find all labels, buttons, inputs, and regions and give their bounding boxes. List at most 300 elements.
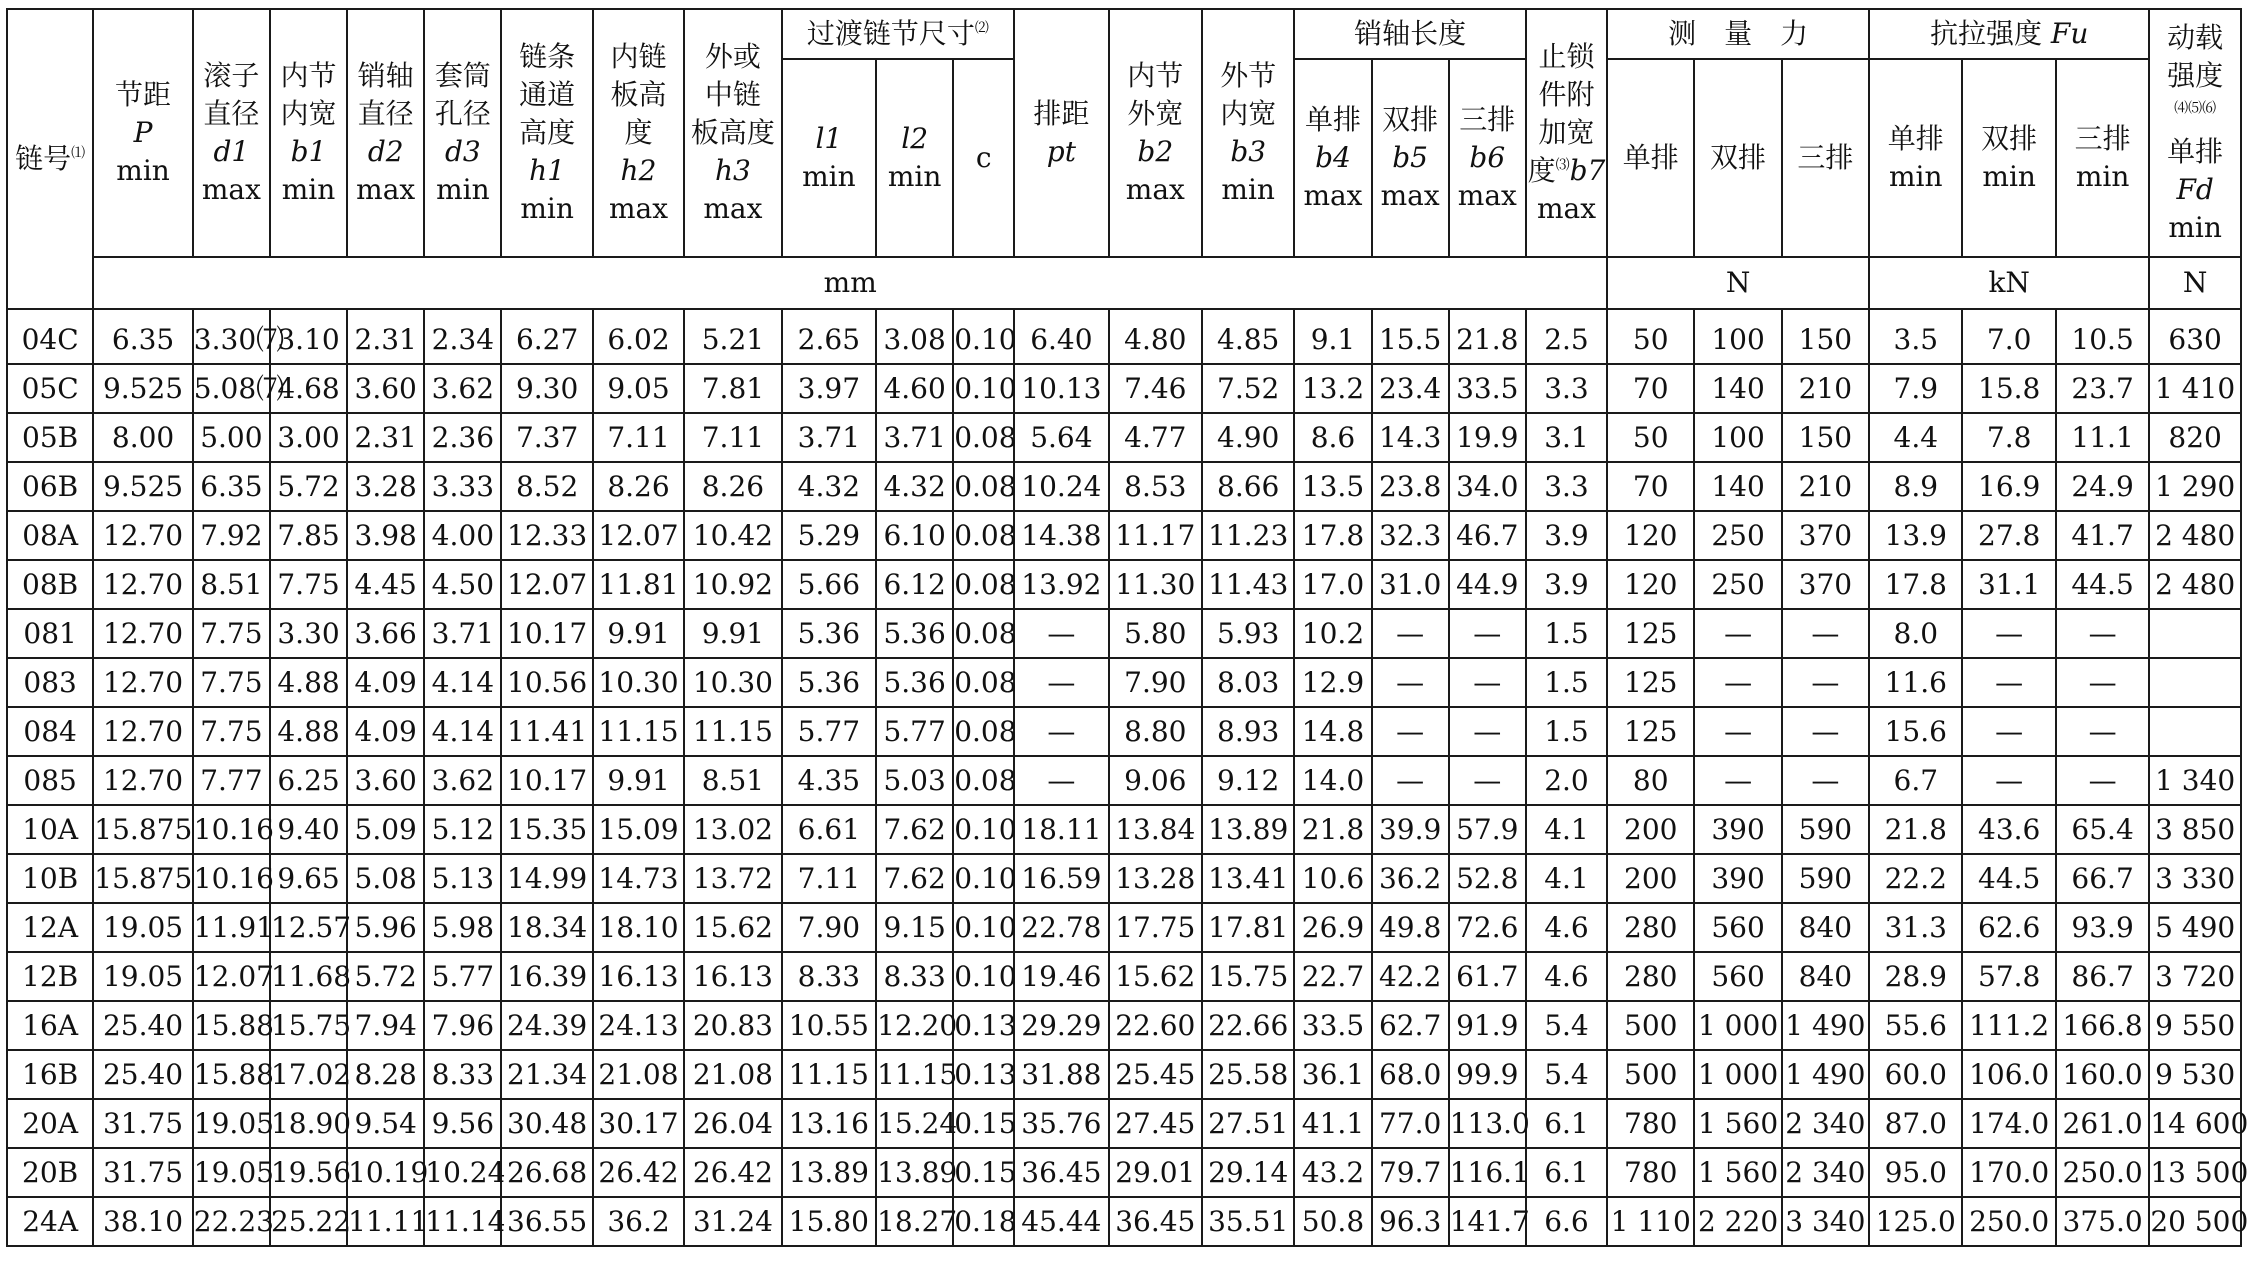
table-cell: 3.60: [347, 364, 424, 413]
table-cell: —: [1962, 609, 2055, 658]
table-cell: 5.36: [876, 609, 953, 658]
table-cell: 5.29: [782, 511, 876, 560]
table-cell: 5.77: [876, 707, 953, 756]
table-cell: 15.75: [1202, 952, 1294, 1001]
table-cell: 8.9: [1869, 462, 1962, 511]
table-cell: 10.17: [501, 756, 592, 805]
table-row: [7, 1099, 2241, 1148]
table-cell: 13.9: [1869, 511, 1962, 560]
table-cell: 1 490: [1782, 1050, 1869, 1099]
chain-no-cell: 08B: [7, 560, 93, 609]
table-cell: 4.6: [1526, 952, 1607, 1001]
table-cell: 45.44: [1014, 1197, 1108, 1246]
table-cell: 31.75: [93, 1148, 193, 1197]
table-row: [7, 609, 2241, 658]
table-cell: —: [1962, 707, 2055, 756]
table-cell: 13.89: [1202, 805, 1294, 854]
table-cell: 13.5: [1294, 462, 1371, 511]
table-cell: 2 480: [2149, 511, 2241, 560]
table-cell: —: [1372, 609, 1449, 658]
table-cell: 10.5: [2056, 309, 2149, 364]
table-cell: 9.91: [593, 756, 684, 805]
table-cell: 10.24: [424, 1148, 501, 1197]
table-cell: 280: [1607, 952, 1694, 1001]
table-cell: 125: [1607, 658, 1694, 707]
header-ts-double: 双排 min: [1962, 59, 2055, 257]
table-cell: 8.52: [501, 462, 592, 511]
table-cell: 250.0: [2056, 1148, 2149, 1197]
table-cell: 15.88: [193, 1001, 270, 1050]
table-cell: 70: [1607, 364, 1694, 413]
table-cell: 21.8: [1869, 805, 1962, 854]
table-cell: 1 000: [1694, 1001, 1781, 1050]
table-cell: 19.05: [193, 1148, 270, 1197]
table-cell: 12.07: [193, 952, 270, 1001]
table-cell: 10.30: [593, 658, 684, 707]
table-cell: 166.8: [2056, 1001, 2149, 1050]
header-lock-width: 止锁 件附 加宽 度⑶b7 max: [1526, 9, 1607, 257]
table-cell: 11.11: [347, 1197, 424, 1246]
table-cell: 5 490: [2149, 903, 2241, 952]
table-cell: 590: [1782, 854, 1869, 903]
table-cell: 8.33: [782, 952, 876, 1001]
table-cell: 31.1: [1962, 560, 2055, 609]
table-cell: 10.17: [501, 609, 592, 658]
table-cell: 11.15: [876, 1050, 953, 1099]
table-cell: 22.60: [1109, 1001, 1202, 1050]
table-cell: 12.57: [270, 903, 347, 952]
table-cell: 370: [1782, 511, 1869, 560]
table-cell: 11.23: [1202, 511, 1294, 560]
table-cell: 50.8: [1294, 1197, 1371, 1246]
table-cell: 15.6: [1869, 707, 1962, 756]
table-cell: 4.1: [1526, 854, 1607, 903]
table-cell: 17.02: [270, 1050, 347, 1099]
table-cell: 1.5: [1526, 658, 1607, 707]
table-cell: 21.34: [501, 1050, 592, 1099]
table-cell: 12.07: [501, 560, 592, 609]
table-cell: —: [1694, 609, 1781, 658]
table-cell: 17.75: [1109, 903, 1202, 952]
table-cell: 9.1: [1294, 309, 1371, 364]
table-cell: 96.3: [1372, 1197, 1449, 1246]
table-cell: 5.36: [876, 658, 953, 707]
table-cell: 6.12: [876, 560, 953, 609]
table-cell: 8.93: [1202, 707, 1294, 756]
table-row: [7, 511, 2241, 560]
table-cell: 41.1: [1294, 1099, 1371, 1148]
table-cell: —: [2056, 756, 2149, 805]
table-cell: 27.51: [1202, 1099, 1294, 1148]
table-cell: 12.07: [593, 511, 684, 560]
header-pin-length-group: 销轴长度: [1294, 9, 1525, 59]
table-cell: 6.35: [93, 309, 193, 364]
header-b5: 双排 b5 max: [1372, 59, 1449, 257]
table-cell: 44.9: [1449, 560, 1526, 609]
header-outer-plate-height: 外或 中链 板高度 h3 max: [684, 9, 781, 257]
table-cell: —: [1782, 609, 1869, 658]
table-cell: 0.08: [953, 413, 1014, 462]
table-cell: 35.76: [1014, 1099, 1108, 1148]
table-cell: 3 330: [2149, 854, 2241, 903]
table-cell: 30.48: [501, 1099, 592, 1148]
table-cell: 3.08: [876, 309, 953, 364]
table-cell: 9.56: [424, 1099, 501, 1148]
table-cell: 4.88: [270, 658, 347, 707]
table-cell: 42.2: [1372, 952, 1449, 1001]
table-cell: 0.08: [953, 511, 1014, 560]
table-cell: 10.30: [684, 658, 781, 707]
unit-n: N: [1607, 257, 1869, 309]
table-body: [7, 309, 2249, 1246]
table-cell: 12.70: [93, 658, 193, 707]
table-cell: 13.72: [684, 854, 781, 903]
table-cell: 9.525: [93, 462, 193, 511]
table-cell: —: [2056, 609, 2149, 658]
table-cell: 16.13: [684, 952, 781, 1001]
table-cell: 11.15: [684, 707, 781, 756]
table-cell: 0.08: [953, 707, 1014, 756]
table-cell: 125: [1607, 707, 1694, 756]
table-cell: 2.34: [424, 309, 501, 364]
table-cell: 36.45: [1014, 1148, 1108, 1197]
table-cell: 6.6: [1526, 1197, 1607, 1246]
table-cell: 0.10: [953, 854, 1014, 903]
table-cell: 12.70: [93, 609, 193, 658]
table-cell: 12.70: [93, 756, 193, 805]
chain-no-cell: 085: [7, 756, 93, 805]
table-cell: 0.10: [953, 805, 1014, 854]
table-cell: 95.0: [1869, 1148, 1962, 1197]
table-cell: —: [1014, 756, 1108, 805]
table-cell: 26.04: [684, 1099, 781, 1148]
table-cell: 390: [1694, 805, 1781, 854]
table-cell: 3.71: [424, 609, 501, 658]
table-cell: 1.5: [1526, 707, 1607, 756]
table-cell: 5.13: [424, 854, 501, 903]
table-cell: 1 000: [1694, 1050, 1781, 1099]
table-cell: 11.81: [593, 560, 684, 609]
table-cell: 8.33: [876, 952, 953, 1001]
table-cell: 46.7: [1449, 511, 1526, 560]
chain-no-cell: 05B: [7, 413, 93, 462]
table-cell: 9.54: [347, 1099, 424, 1148]
table-cell: 10.19: [347, 1148, 424, 1197]
table-cell: 15.5: [1372, 309, 1449, 364]
table-cell: 12.70: [93, 707, 193, 756]
table-cell: 10.16: [193, 854, 270, 903]
table-cell: 62.7: [1372, 1001, 1449, 1050]
table-cell: —: [1694, 756, 1781, 805]
table-cell: 43.6: [1962, 805, 2055, 854]
table-cell: 5.96: [347, 903, 424, 952]
table-cell: 100: [1694, 413, 1781, 462]
table-cell: 65.4: [2056, 805, 2149, 854]
table-cell: 10.6: [1294, 854, 1371, 903]
table-cell: —: [1694, 658, 1781, 707]
table-cell: 280: [1607, 903, 1694, 952]
table-cell: 8.26: [593, 462, 684, 511]
table-cell: 22.78: [1014, 903, 1108, 952]
table-cell: 21.8: [1449, 309, 1526, 364]
table-cell: 7.37: [501, 413, 592, 462]
table-cell: 3.62: [424, 364, 501, 413]
table-cell: 15.62: [1109, 952, 1202, 1001]
header-ts-single: 单排 min: [1869, 59, 1962, 257]
table-cell: 500: [1607, 1001, 1694, 1050]
table-cell: 1 110: [1607, 1197, 1694, 1246]
chain-no-cell: 081: [7, 609, 93, 658]
table-cell: 77.0: [1372, 1099, 1449, 1148]
table-cell: 9 550: [2149, 1001, 2241, 1050]
table-cell: 36.2: [1372, 854, 1449, 903]
header-transverse-pitch: 排距 pt: [1014, 9, 1108, 257]
table-cell: 9.06: [1109, 756, 1202, 805]
table-cell: 200: [1607, 854, 1694, 903]
table-row: [7, 1148, 2241, 1197]
table-cell: —: [1014, 609, 1108, 658]
table-cell: 6.35: [193, 462, 270, 511]
header-tensile-group: 抗拉强度 Fu: [1869, 9, 2149, 59]
table-cell: 4.00: [424, 511, 501, 560]
table-cell: —: [1449, 658, 1526, 707]
table-cell: 820: [2149, 413, 2241, 462]
table-cell: 5.77: [424, 952, 501, 1001]
table-cell: 5.72: [270, 462, 347, 511]
table-cell: 9.91: [684, 609, 781, 658]
table-cell: 79.7: [1372, 1148, 1449, 1197]
table-cell: 17.8: [1869, 560, 1962, 609]
table-cell: 16.39: [501, 952, 592, 1001]
table-cell: 25.45: [1109, 1050, 1202, 1099]
table-cell: 41.7: [2056, 511, 2149, 560]
table-cell: 14.8: [1294, 707, 1371, 756]
table-cell: 62.6: [1962, 903, 2055, 952]
table-cell: 7.90: [782, 903, 876, 952]
header-dynamic-strength: 动载 强度⑷⑸⑹ 单排 Fd min: [2149, 9, 2241, 257]
header-mf-triple: 三排: [1782, 59, 1869, 257]
table-cell: 57.8: [1962, 952, 2055, 1001]
table-cell: 4.77: [1109, 413, 1202, 462]
table-cell: 3.3: [1526, 462, 1607, 511]
chain-no-cell: 04C: [7, 309, 93, 364]
header-inner-outer-width: 内节 外宽 b2 max: [1109, 9, 1202, 257]
table-cell: 150: [1782, 413, 1869, 462]
table-cell: 150: [1782, 309, 1869, 364]
chain-no-cell: 16B: [7, 1050, 93, 1099]
table-cell: —: [1372, 756, 1449, 805]
table-cell: 13.16: [782, 1099, 876, 1148]
table-cell: 1 560: [1694, 1099, 1781, 1148]
table-cell: 1.5: [1526, 609, 1607, 658]
table-cell: 1 560: [1694, 1148, 1781, 1197]
table-cell: 3.71: [782, 413, 876, 462]
table-cell: 3.71: [876, 413, 953, 462]
table-cell: 113.0: [1449, 1099, 1526, 1148]
table-cell: 3.30: [270, 609, 347, 658]
table-cell: 11.43: [1202, 560, 1294, 609]
table-cell: 29.29: [1014, 1001, 1108, 1050]
table-cell: 13.89: [876, 1148, 953, 1197]
unit-kn: kN: [1869, 257, 2149, 309]
table-cell: 7.62: [876, 805, 953, 854]
table-cell: 7.0: [1962, 309, 2055, 364]
table-cell: 72.6: [1449, 903, 1526, 952]
table-cell: 25.40: [93, 1001, 193, 1050]
header-chain-no: 链号⑴: [7, 9, 93, 309]
table-cell: 6.1: [1526, 1148, 1607, 1197]
table-cell: 120: [1607, 560, 1694, 609]
table-cell: 106.0: [1962, 1050, 2055, 1099]
chain-no-cell: 083: [7, 658, 93, 707]
table-cell: 3.9: [1526, 560, 1607, 609]
table-cell: 14.0: [1294, 756, 1371, 805]
table-cell: 4.45: [347, 560, 424, 609]
table-cell: 19.9: [1449, 413, 1526, 462]
table-cell: 125: [1607, 609, 1694, 658]
table-cell: 10.55: [782, 1001, 876, 1050]
table-cell: 22.23: [193, 1197, 270, 1246]
table-cell: 8.00: [93, 413, 193, 462]
table-cell: 87.0: [1869, 1099, 1962, 1148]
table-cell: 14.99: [501, 854, 592, 903]
table-cell: 14.73: [593, 854, 684, 903]
table-cell: 9.40: [270, 805, 347, 854]
table-row: [7, 1197, 2241, 1246]
table-cell: 16.9: [1962, 462, 2055, 511]
header-roller-diameter: 滚子 直径 d1 max: [193, 9, 270, 257]
table-cell: 1 290: [2149, 462, 2241, 511]
table-cell: 18.90: [270, 1099, 347, 1148]
table-cell: 100: [1694, 309, 1781, 364]
table-cell: 174.0: [1962, 1099, 2055, 1148]
table-cell: 5.4: [1526, 1001, 1607, 1050]
chain-no-cell: 20B: [7, 1148, 93, 1197]
table-cell: 60.0: [1869, 1050, 1962, 1099]
table-cell: 15.62: [684, 903, 781, 952]
table-cell: 25.22: [270, 1197, 347, 1246]
table-cell: 11.14: [424, 1197, 501, 1246]
table-cell: 70: [1607, 462, 1694, 511]
table-cell: 1 410: [2149, 364, 2241, 413]
header-l1: l1 min: [782, 59, 876, 257]
table-cell: 1 490: [1782, 1001, 1869, 1050]
table-cell: 4.90: [1202, 413, 1294, 462]
header-outer-inner-width: 外节 内宽 b3 min: [1202, 9, 1294, 257]
table-cell: 23.7: [2056, 364, 2149, 413]
table-cell: 780: [1607, 1148, 1694, 1197]
table-cell: 170.0: [1962, 1148, 2055, 1197]
table-cell: 35.51: [1202, 1197, 1294, 1246]
table-cell: 7.75: [193, 707, 270, 756]
table-cell: 7.8: [1962, 413, 2055, 462]
table-cell: 80: [1607, 756, 1694, 805]
header-l2: l2 min: [876, 59, 953, 257]
table-cell: 13.84: [1109, 805, 1202, 854]
table-cell: 21.8: [1294, 805, 1371, 854]
table-cell: 33.5: [1294, 1001, 1371, 1050]
table-cell: 3.00: [270, 413, 347, 462]
table-cell: 200: [1607, 805, 1694, 854]
table-cell: —: [1694, 707, 1781, 756]
table-cell: 560: [1694, 952, 1781, 1001]
table-cell: 10.13: [1014, 364, 1108, 413]
table-cell: 7.77: [193, 756, 270, 805]
table-cell: 0.10: [953, 952, 1014, 1001]
table-cell: 8.6: [1294, 413, 1371, 462]
table-cell: 26.42: [684, 1148, 781, 1197]
table-cell: —: [1449, 707, 1526, 756]
table-cell: 2 480: [2149, 560, 2241, 609]
chain-no-cell: 20A: [7, 1099, 93, 1148]
table-row: [7, 952, 2241, 1001]
table-cell: 13.92: [1014, 560, 1108, 609]
table-cell: 31.0: [1372, 560, 1449, 609]
table-cell: 13 500: [2149, 1148, 2241, 1197]
table-cell: 3.9: [1526, 511, 1607, 560]
table-cell: 6.10: [876, 511, 953, 560]
table-cell: 2 220: [1694, 1197, 1781, 1246]
table-cell: 7.11: [593, 413, 684, 462]
table-cell: 7.46: [1109, 364, 1202, 413]
header-b4: 单排 b4 max: [1294, 59, 1371, 257]
table-cell: 15.8: [1962, 364, 2055, 413]
table-cell: 4.4: [1869, 413, 1962, 462]
table-cell: 5.4: [1526, 1050, 1607, 1099]
unit-n-dynamic: N: [2149, 257, 2241, 309]
table-cell: 780: [1607, 1099, 1694, 1148]
table-cell: 5.21: [684, 309, 781, 364]
table-cell: 4.88: [270, 707, 347, 756]
table-cell: 26.9: [1294, 903, 1371, 952]
table-cell: 0.10: [953, 309, 1014, 364]
table-cell: 4.09: [347, 707, 424, 756]
table-cell: 3.66: [347, 609, 424, 658]
table-cell: 9.30: [501, 364, 592, 413]
chain-no-cell: 24A: [7, 1197, 93, 1246]
table-cell: 3.30⑺: [193, 309, 270, 364]
table-cell: 0.08: [953, 756, 1014, 805]
table-cell: [2149, 609, 2241, 658]
table-row: [7, 805, 2241, 854]
table-cell: 31.3: [1869, 903, 1962, 952]
table-cell: [2149, 658, 2241, 707]
table-cell: 5.36: [782, 609, 876, 658]
spec-table-container: [6, 8, 2249, 1258]
table-cell: 50: [1607, 309, 1694, 364]
table-cell: 6.7: [1869, 756, 1962, 805]
table-cell: 6.27: [501, 309, 592, 364]
table-cell: 38.10: [93, 1197, 193, 1246]
table-cell: 7.62: [876, 854, 953, 903]
table-row: [7, 1050, 2241, 1099]
table-cell: 7.90: [1109, 658, 1202, 707]
table-cell: —: [1782, 756, 1869, 805]
table-cell: 140: [1694, 462, 1781, 511]
table-cell: —: [1449, 756, 1526, 805]
header-channel-height: 链条 通道 高度 h1 min: [501, 9, 592, 257]
table-cell: 21.08: [593, 1050, 684, 1099]
table-cell: 7.9: [1869, 364, 1962, 413]
table-row: [7, 462, 2241, 511]
table-cell: 13.2: [1294, 364, 1371, 413]
table-cell: 15.875: [93, 805, 193, 854]
table-cell: 33.5: [1449, 364, 1526, 413]
table-cell: 36.1: [1294, 1050, 1371, 1099]
table-cell: 43.2: [1294, 1148, 1371, 1197]
table-cell: 52.8: [1449, 854, 1526, 903]
table-cell: 24.39: [501, 1001, 592, 1050]
